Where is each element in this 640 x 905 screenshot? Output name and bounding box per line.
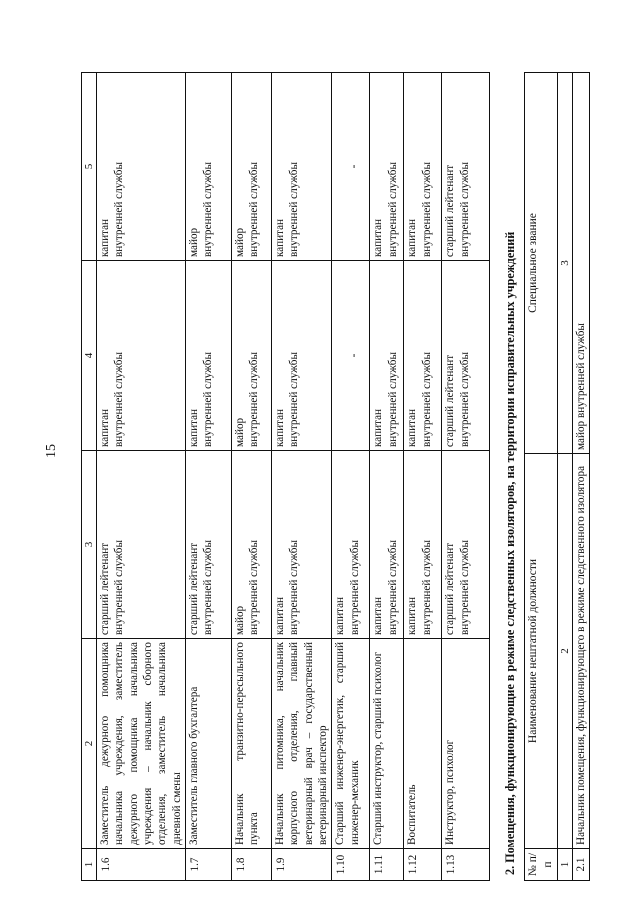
row-number: 1.8	[232, 849, 272, 881]
header-row	[525, 73, 557, 881]
rank-cell: капитан внутренней службы	[370, 451, 404, 639]
position-name: Старший инженер-энергетик, старший инженер-механик	[332, 639, 370, 849]
table-row	[232, 73, 272, 881]
position-name: Инструктор, психолог	[442, 639, 490, 849]
row-number: 1.13	[442, 849, 490, 881]
row-number: 1.10	[332, 849, 370, 881]
rank-cell: капитан внутренней службы	[97, 73, 186, 261]
page-number: 15	[44, 444, 59, 458]
column-number-row	[82, 73, 97, 881]
rank-cell: майор внутренней службы	[232, 261, 272, 451]
position-name: Начальник помещения, функционирующего в режиме следственного изолятора	[572, 454, 589, 849]
row-number: 1.11	[370, 849, 404, 881]
rank-cell: капитан внутренней службы	[370, 261, 404, 451]
table-row	[572, 73, 589, 881]
row-number: 1.7	[186, 849, 232, 881]
position-name: Воспитатель	[404, 639, 442, 849]
rank-cell: капитан внутренней службы	[332, 451, 370, 639]
table-row	[332, 73, 370, 881]
header-position: Наименование нештатной должности	[525, 454, 557, 849]
column-number: 4	[82, 261, 97, 451]
table-row	[272, 73, 332, 881]
column-number: 3	[557, 73, 572, 454]
rank-cell: старший лейтенант внутренней службы	[442, 73, 490, 261]
dash-mark: -	[348, 353, 361, 358]
column-number: 3	[82, 451, 97, 639]
header-num: № п/п	[525, 849, 557, 881]
rank-cell	[332, 73, 370, 261]
table-row	[404, 73, 442, 881]
section-heading: 2. Помещения, функционирующие в режиме следственных изоляторов, на территории исправительных учреждений	[503, 231, 518, 875]
column-number: 1	[82, 849, 97, 881]
rank-cell: старший лейтенант внутренней службы	[442, 451, 490, 639]
row-number: 1.9	[272, 849, 332, 881]
rank-cell: капитан внутренней службы	[370, 73, 404, 261]
rank-cell	[332, 261, 370, 451]
header-rank: Специальное звание	[525, 73, 557, 454]
rank-cell: майор внутренней службы	[186, 73, 232, 261]
position-name: Заместитель дежурного помощника начальника учреждения, заместитель дежурного помощника начальника учреждения – начальник сборного отделения, заместитель начальника дневной смены	[97, 639, 186, 849]
position-name: Начальник питомника, начальник корпусного отделения, главный ветеринарный врач – государственный ветеринарный инспектор	[272, 639, 332, 849]
rank-cell: старший лейтенант внутренней службы	[442, 261, 490, 451]
rank-cell: старший лейтенант внутренней службы	[186, 451, 232, 639]
position-name: Заместитель главного бухгалтера	[186, 639, 232, 849]
column-number-row	[557, 73, 572, 881]
ranks-table	[81, 72, 490, 881]
table-row	[97, 73, 186, 881]
rank-cell: капитан внутренней службы	[272, 451, 332, 639]
rank-cell: капитан внутренней службы	[272, 261, 332, 451]
position-name: Старший инструктор, старший психолог	[370, 639, 404, 849]
row-number: 1.12	[404, 849, 442, 881]
rank-cell: майор внутренней службы	[572, 73, 589, 454]
rank-cell: капитан внутренней службы	[404, 451, 442, 639]
column-number: 2	[82, 639, 97, 849]
column-number: 5	[82, 73, 97, 261]
rank-cell: капитан внутренней службы	[97, 261, 186, 451]
rank-cell: капитан внутренней службы	[404, 261, 442, 451]
table-row	[442, 73, 490, 881]
position-name: Начальник транзитно-пересыльного пункта	[232, 639, 272, 849]
dash-mark: -	[348, 164, 361, 169]
rank-cell: майор внутренней службы	[232, 73, 272, 261]
column-number: 2	[557, 454, 572, 849]
column-number: 1	[557, 849, 572, 881]
detention-table	[524, 72, 590, 881]
row-number: 2.1	[572, 849, 589, 881]
table-row	[370, 73, 404, 881]
rank-cell: майор внутренней службы	[232, 451, 272, 639]
rank-cell: капитан внутренней службы	[186, 261, 232, 451]
rank-cell: капитан внутренней службы	[272, 73, 332, 261]
table-row	[186, 73, 232, 881]
rank-cell: старший лейтенант внутренней службы	[97, 451, 186, 639]
row-number: 1.6	[97, 849, 186, 881]
rotated-page-content	[81, 73, 590, 881]
rank-cell: капитан внутренней службы	[404, 73, 442, 261]
